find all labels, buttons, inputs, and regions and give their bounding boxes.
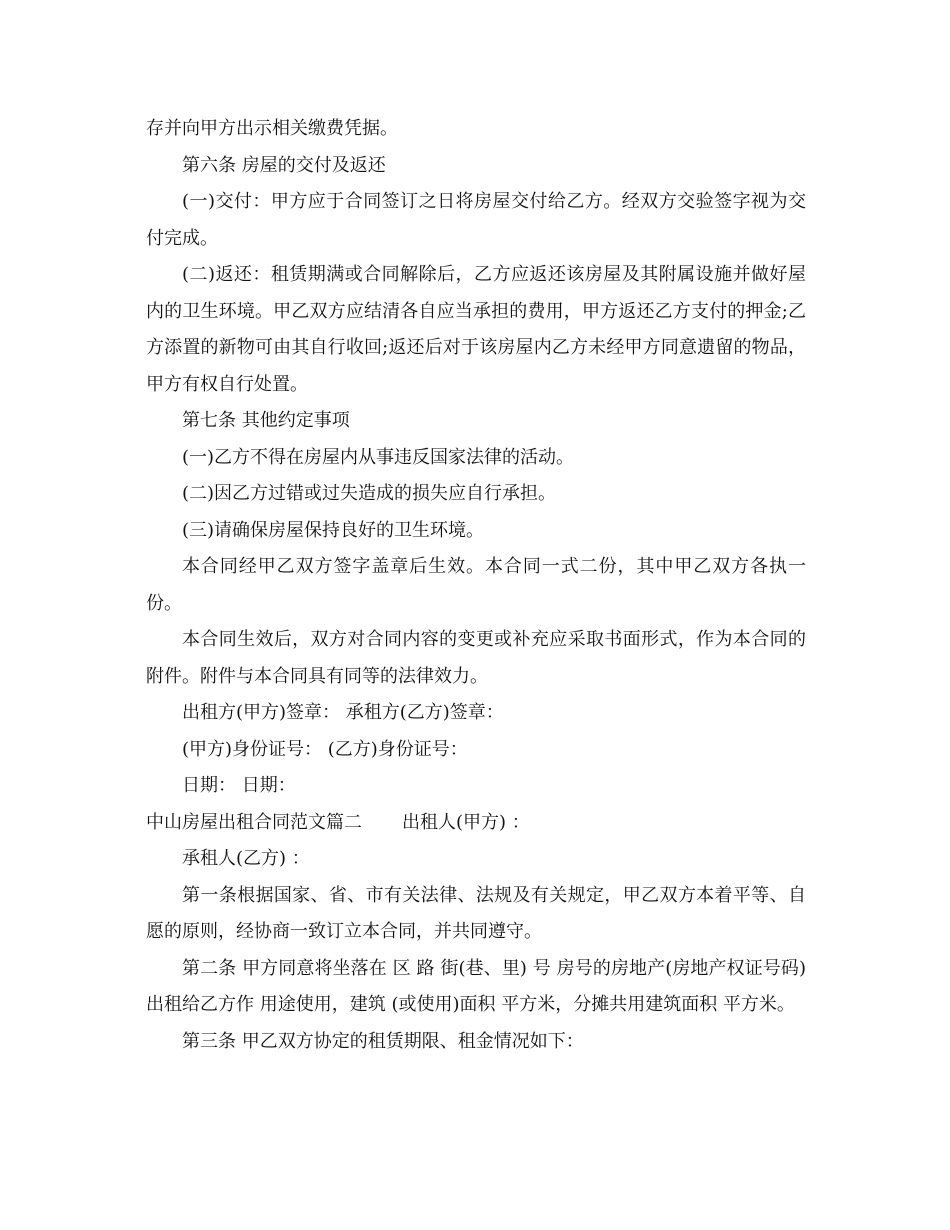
paragraph-continuation: 存并向甲方出示相关缴费凭据。	[146, 118, 398, 139]
article-7-heading: 第七条 其他约定事项	[182, 410, 350, 431]
article-2: 第二条 甲方同意将坐落在 区 路 街(巷、里) 号 房号的房地产(房地产权证号码)出租给乙方作 用途使用，建筑 (或使用)面积 平方米，分摊共用建筑面积 平方米。	[146, 957, 806, 1015]
date-line: 日期： 日期：	[182, 775, 296, 796]
article-6-heading: 第六条 房屋的交付及返还	[182, 154, 386, 176]
document-body	[146, 111, 806, 1060]
section-title: 中山房屋出租合同范文篇二	[146, 811, 362, 833]
amendment-clause: 本合同生效后，双方对合同内容的变更或补充应采取书面形式，作为本合同的附件。附件与本合同具有同等的法律效力。	[146, 629, 806, 687]
article-6-clause-1: (一)交付：甲方应于合同签订之日将房屋交付给乙方。经双方交验签字视为交付完成。	[146, 191, 806, 249]
article-7-clause-3: (三)请确保房屋保持良好的卫生环境。	[182, 519, 485, 541]
lessor-label: 出租人(甲方) ：	[402, 811, 530, 833]
article-7-clause-1: (一)乙方不得在房屋内从事违反国家法律的活动。	[182, 446, 575, 468]
article-3: 第三条 甲乙双方协定的租赁期限、租金情况如下：	[182, 1030, 584, 1052]
lessee-label: 承租人(乙方) ：	[182, 848, 310, 869]
article-1: 第一条根据国家、省、市有关法律、法规及有关规定，甲乙双方本着平等、自愿的原则，经协商一致订立本合同，并共同遵守。	[146, 884, 806, 942]
article-7-clause-2: (二)因乙方过错或过失造成的损失应自行承担。	[182, 483, 557, 504]
section-title-line	[146, 805, 806, 842]
id-number-line: (甲方)身份证号： (乙方)身份证号：	[182, 738, 468, 760]
signature-line: 出租方(甲方)签章： 承租方(乙方)签章：	[182, 702, 504, 723]
article-6-clause-2: (二)返还：租赁期满或合同解除后，乙方应返还该房屋及其附属设施并做好屋内的卫生环境。甲乙双方应结清各自应当承担的费用，甲方返还乙方支付的押金;乙方添置的新物可由其自行收回;返还后对于该房屋内乙方未经甲方同意遗留的物品，甲方有权自行处置。	[146, 264, 806, 395]
effect-clause: 本合同经甲乙双方签字盖章后生效。本合同一式二份，其中甲乙双方各执一份。	[146, 556, 806, 614]
